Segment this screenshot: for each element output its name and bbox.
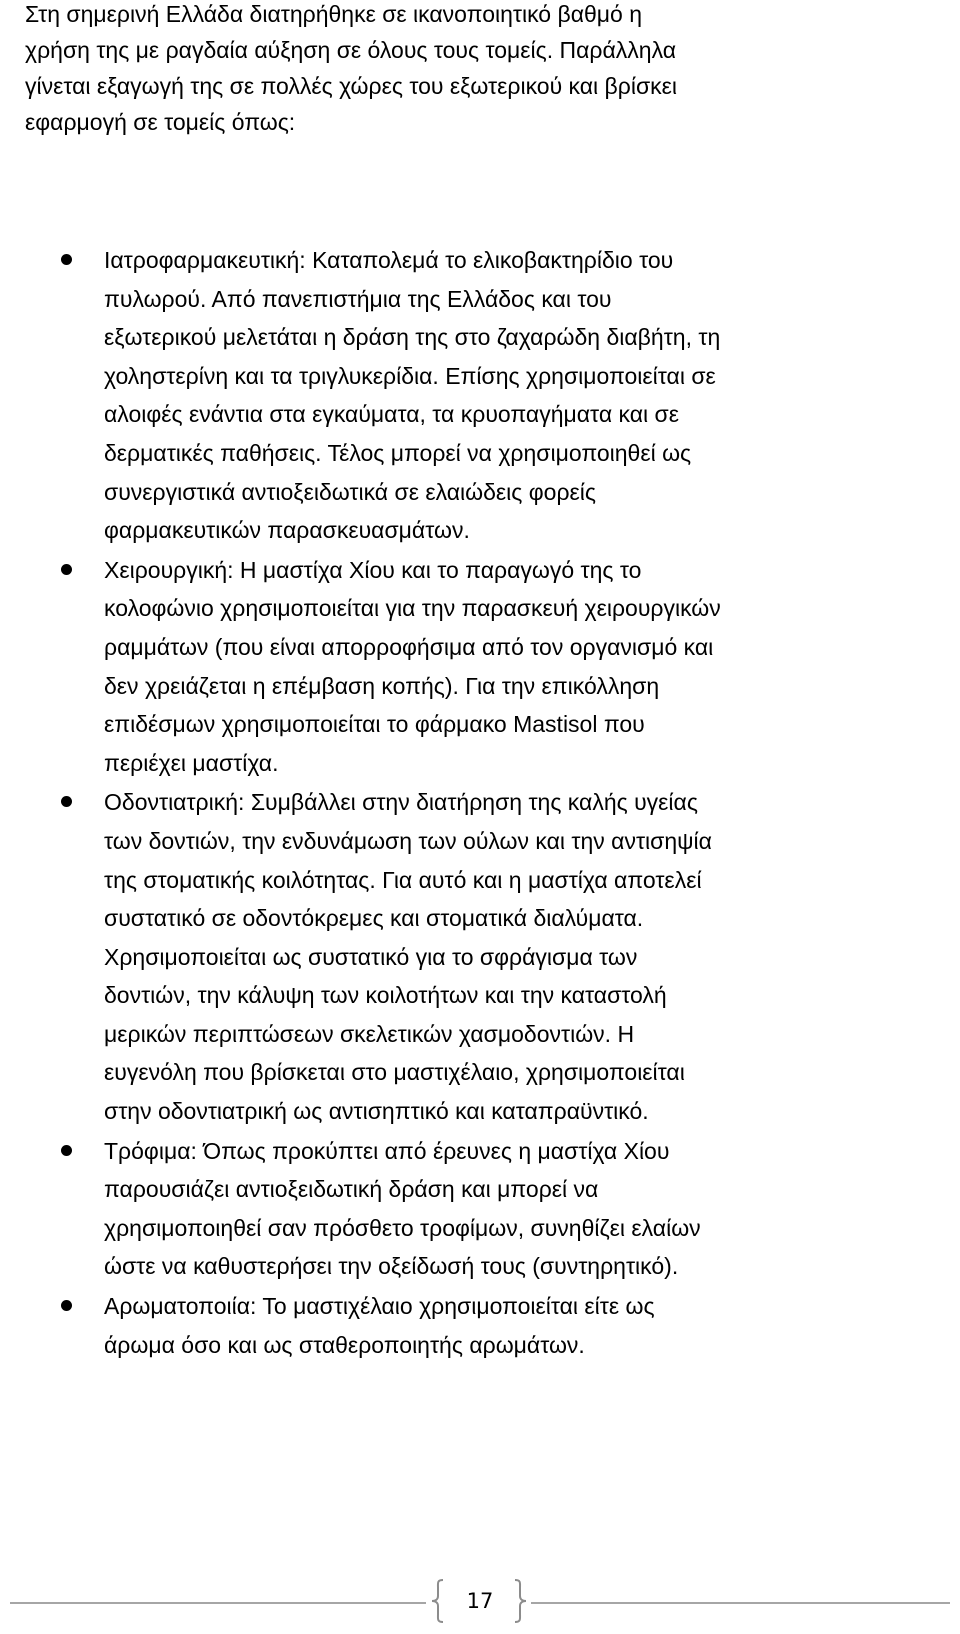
text-line: επιδέσμων χρησιμοποιείται το φάρμακο Mastisol που [104, 711, 645, 738]
bullet-list [25, 241, 940, 1365]
left-brace-icon [431, 1579, 445, 1623]
text-line: γίνεται εξαγωγή της σε πολλές χώρες του εξωτερικού και βρίσκει [25, 73, 678, 99]
bullet-dot-icon [61, 564, 72, 575]
text-line: συνεργιστικά αντιοξειδωτικά σε ελαιώδεις φορείς [104, 478, 596, 505]
text-line: χοληστερίνη και τα τριγλυκερίδια. Επίσης χρησιμοποιείται σε [104, 362, 716, 389]
text-line: εξωτερικού μελετάται η δράση της στο ζαχαρώδη διαβήτη, τη [104, 324, 721, 351]
text-line: μερικών περιπτώσεων σκελετικών χασμοδοντιών. Η [104, 1020, 635, 1047]
text-line: ραμμάτων (που είναι απορροφήσιμα από τον οργανισμό και [104, 633, 714, 660]
footer-divider-left [10, 1602, 426, 1604]
text-line: πυλωρού. Από πανεπιστήμια της Ελλάδος και του [104, 285, 612, 312]
text-line: των δοντιών, την ενδυνάμωση των ούλων και την αντισηψία [104, 827, 712, 854]
bullet-item-perfumery [25, 1287, 940, 1364]
text-line: Ιατροφαρμακευτική: Καταπολεμά το ελικοβακτηρίδιο του [104, 247, 674, 273]
page-number: 17 [466, 1589, 494, 1613]
text-line: της στοματικής κοιλότητας. Για αυτό και η μαστίχα αποτελεί [104, 866, 702, 893]
text-line: Αρωματοποιία: Το μαστιχέλαιο χρησιμοποιείται είτε ως [104, 1293, 655, 1320]
bullet-dot-icon [61, 1300, 72, 1311]
text-line: Τρόφιμα: Όπως προκύπτει από έρευνες η μαστίχα Χίου [104, 1137, 670, 1164]
text-line: Οδοντιατρική: Συμβάλλει στην διατήρηση της καλής υγείας [104, 789, 698, 816]
page-footer [0, 1579, 960, 1629]
text-line: χρησιμοποιηθεί σαν πρόσθετο τροφίμων, συνηθίζει ελαίων [104, 1214, 701, 1241]
text-line: ευγενόλη που βρίσκεται στο μαστιχέλαιο, χρησιμοποιείται [104, 1059, 685, 1086]
text-line: δοντιών, την κάλυψη των κοιλοτήτων και την καταστολή [104, 982, 667, 1009]
text-line: χρήση της με ραγδαία αύξηση σε όλους τους τομείς. Παράλληλα [25, 37, 677, 63]
text-line: άρωμα όσο και ως σταθεροποιητής αρωμάτων. [104, 1331, 585, 1358]
text-line: στην οδοντιατρική ως αντισηπτικό και καταπραϋντικό. [104, 1098, 649, 1125]
text-line: συστατικό σε οδοντόκρεμες και στοματικά διαλύματα. [104, 905, 644, 932]
bullet-dot-icon [61, 254, 72, 265]
text-line: παρουσιάζει αντιοξειδωτική δράση και μπορεί να [104, 1176, 599, 1203]
bullet-dot-icon [61, 1145, 72, 1156]
intro-paragraph [25, 0, 677, 140]
bullet-item-surgery [25, 551, 940, 783]
text-line: ώστε να καθυστερήσει την οξείδωσή τους (συντηρητικό). [104, 1253, 679, 1280]
text-line: δερματικές παθήσεις. Τέλος μπορεί να χρησιμοποιηθεί ως [104, 439, 692, 466]
text-line: δεν χρειάζεται η επέμβαση κοπής). Για την επικόλληση [104, 672, 660, 699]
right-brace-icon [513, 1579, 527, 1623]
text-line: Χειρουργική: Η μαστίχα Χίου και το παραγωγό της το [104, 556, 642, 583]
text-line: κολοφώνιο χρησιμοποιείται για την παρασκευή χειρουργικών [104, 595, 721, 622]
bullet-item-food [25, 1132, 940, 1286]
bullet-item-dentistry [25, 783, 940, 1130]
text-line: φαρμακευτικών παρασκευασμάτων. [104, 517, 470, 544]
text-line: αλοιφές ενάντια στα εγκαύματα, τα κρυοπαγήματα και σε [104, 401, 679, 428]
text-line: Στη σημερινή Ελλάδα διατηρήθηκε σε ικανοποιητικό βαθμό η [25, 1, 643, 27]
bullet-dot-icon [61, 796, 72, 807]
text-line: περιέχει μαστίχα. [104, 749, 279, 776]
footer-divider-right [531, 1602, 950, 1604]
bullet-item-pharmaceutical [25, 241, 940, 550]
text-line: εφαρμογή σε τομείς όπως: [25, 109, 296, 135]
text-line: Χρησιμοποιείται ως συστατικό για το σφράγισμα των [104, 943, 638, 970]
